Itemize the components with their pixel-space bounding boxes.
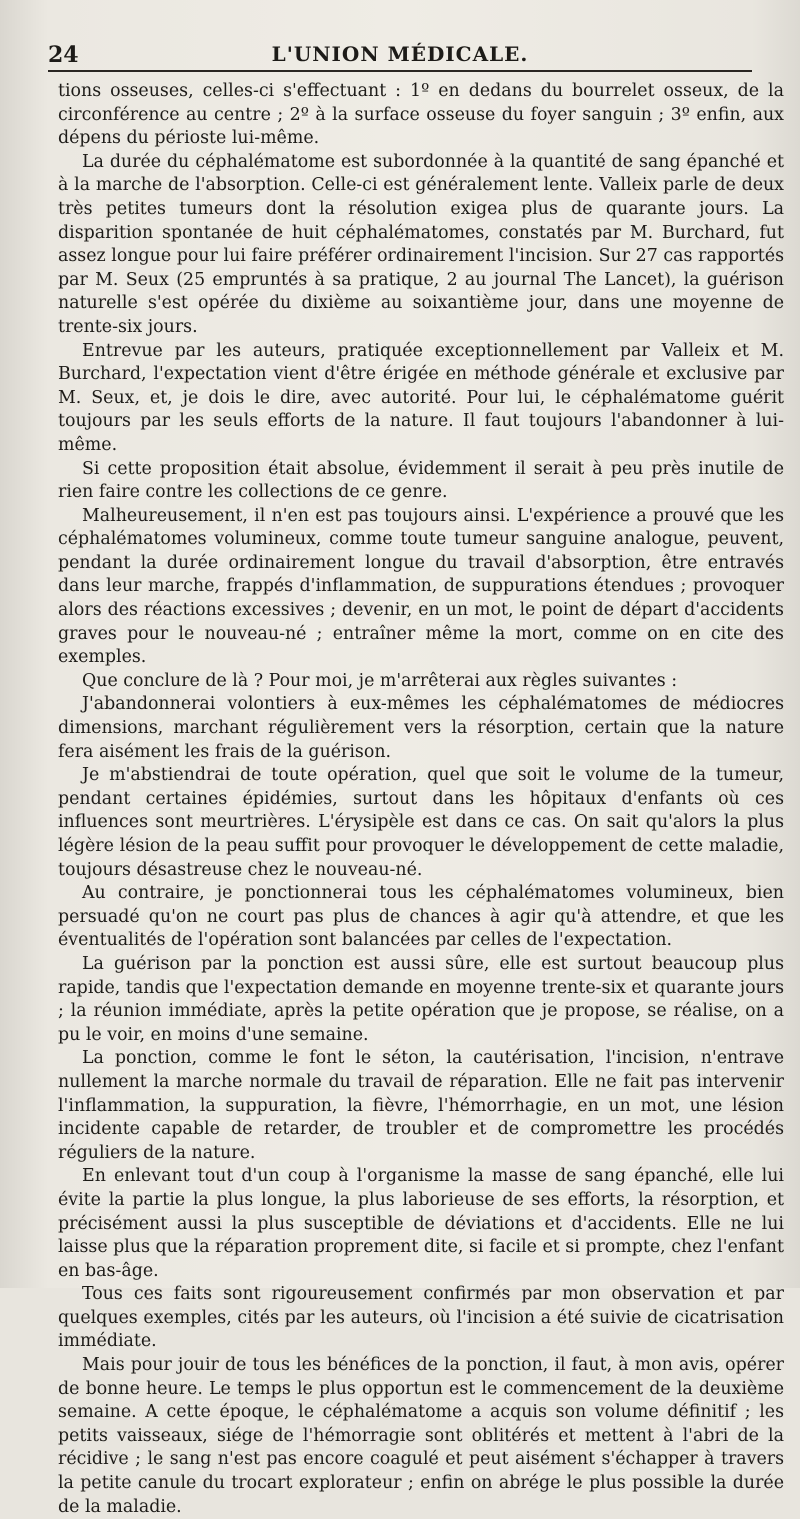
running-title: L'UNION MÉDICALE. <box>271 42 529 66</box>
paragraph-rule-puncture: Au contraire, je ponctionnerai tous les céphalématomes volumineux, bien persuadé qu'on ne court pas plus de chances à agir qu'à attendre, et que les éventualités de l'opération sont balancées par celles de l'expectation. <box>58 883 784 951</box>
paragraph-facts: Tous ces faits sont rigoureusement confirmés par mon observation et par quelques exemples, cités par les auteurs, où l'incision a été suivie de cicatrisation immédiate. <box>58 1284 784 1352</box>
page-header <box>48 34 752 70</box>
paragraph-proposition: Si cette proposition était absolue, évidemment il serait à peu près inutile de rien faire contre les collections de ce genre. <box>58 458 784 503</box>
paragraph-continuation: tions osseuses, celles-ci s'effectuant : 1º en dedans du bourrelet osseux, de la circonférence au centre ; 2º à la surface osseuse du foyer sanguin ; 3º enfin, aux dépens du périoste lui-même. <box>58 81 784 149</box>
paragraph-unfortunately: Malheureusement, il n'en est pas toujours ainsi. L'expérience a prouvé que les céphalématomes volumineux, comme toute tumeur sanguine analogue, peuvent, pendant la durée ordinairement longue du travail d'absorption, être entravés dans leur marche, frappés d'inflammation, de suppurations étendues ; provoquer alors des réactions excessives ; devenir, en un mot, le point de départ d'accidents graves pour le nouveau-né ; entraîner même la mort, comme on en cite des exemples. <box>58 505 784 668</box>
paragraph-expectation: Entrevue par les auteurs, pratiquée exceptionnellement par Valleix et M. Burchard, l'expectation vient d'être érigée en méthode générale et exclusive par M. Seux, et, je dois le dire, avec autorité. Pour lui, le céphalématome guérit toujours par les seuls efforts de la nature. Il faut toujours l'abandonner à lui-même. <box>58 340 784 455</box>
paragraph-healing: La guérison par la ponction est aussi sûre, elle est surtout beaucoup plus rapide, tandis que l'expectation demande en moyenne trente-six et quarante jours ; la réunion immédiate, après la petite opération que je propose, se réalise, on a pu le voir, en moins d'une semaine. <box>58 953 784 1045</box>
paragraph-rule-abandon: J'abandonnerai volontiers à eux-mêmes les céphalématomes de médiocres dimensions, marchant régulièrement vers la résorption, certain que la nature fera aisément les frais de la guérison. <box>58 694 784 762</box>
paragraph-conclusion: Que conclure de là ? Pour moi, je m'arrêterai aux règles suivantes : <box>82 670 678 691</box>
body-text <box>58 80 784 1517</box>
header-rule <box>48 70 752 72</box>
paragraph-removal: En enlevant tout d'un coup à l'organisme la masse de sang épanché, elle lui évite la partie la plus longue, la plus laborieuse de ses efforts, la résorption, et précisément aussi la plus susceptible de déviations et d'accidents. Elle ne lui laisse plus que la réparation proprement dite, si facile et si prompte, chez l'enfant en bas-âge. <box>58 1166 784 1281</box>
page-number: 24 <box>48 42 79 68</box>
paragraph-timing: Mais pour jouir de tous les bénéfices de la ponction, il faut, à mon avis, opérer de bonne heure. Le temps le plus opportun est le commencement de la deuxième semaine. A cette époque, le céphalématome a acquis son volume définitif ; les petits vaisseaux, siége de l'hémorragie sont oblitérés et mettent à l'abri de la récidive ; le sang n'est pas encore coagulé et peut aisément s'échapper à travers la petite canule du trocart explorateur ; enfin on abrége le plus possible la durée de la maladie. <box>58 1355 784 1517</box>
paragraph-duration: La durée du céphalématome est subordonnée à la quantité de sang épanché et à la marche de l'absorption. Celle-ci est généralement lente. Valleix parle de deux très petites tumeurs dont la résolution exigea plus de quarante jours. La disparition spontanée de huit céphalématomes, constatés par M. Burchard, fut assez longue pour lui faire préférer ordinairement l'incision. Sur 27 cas rapportés par M. Seux (25 empruntés à sa pratique, 2 au journal The Lancet), la guérison naturelle s'est opérée du dixième au soixantième jour, dans une moyenne de trente-six jours. <box>58 151 784 337</box>
paragraph-puncture-method: La ponction, comme le font le séton, la cautérisation, l'incision, n'entrave nullement la marche normale du travail de réparation. Elle ne fait pas intervenir l'inflammation, la suppuration, la fièvre, l'hémorrhagie, en un mot, une lésion incidente capable de retarder, de troubler et de compromettre les procédés réguliers de la nature. <box>58 1048 784 1163</box>
paragraph-rule-abstain: Je m'abstiendrai de toute opération, quel que soit le volume de la tumeur, pendant certaines épidémies, surtout dans les hôpitaux d'enfants où ces influences sont meurtrières. L'érysipèle est dans ce cas. On sait qu'alors la plus légère lésion de la peau suffit pour provoquer le développement de cette maladie, toujours désastreuse chez le nouveau-né. <box>58 765 784 880</box>
